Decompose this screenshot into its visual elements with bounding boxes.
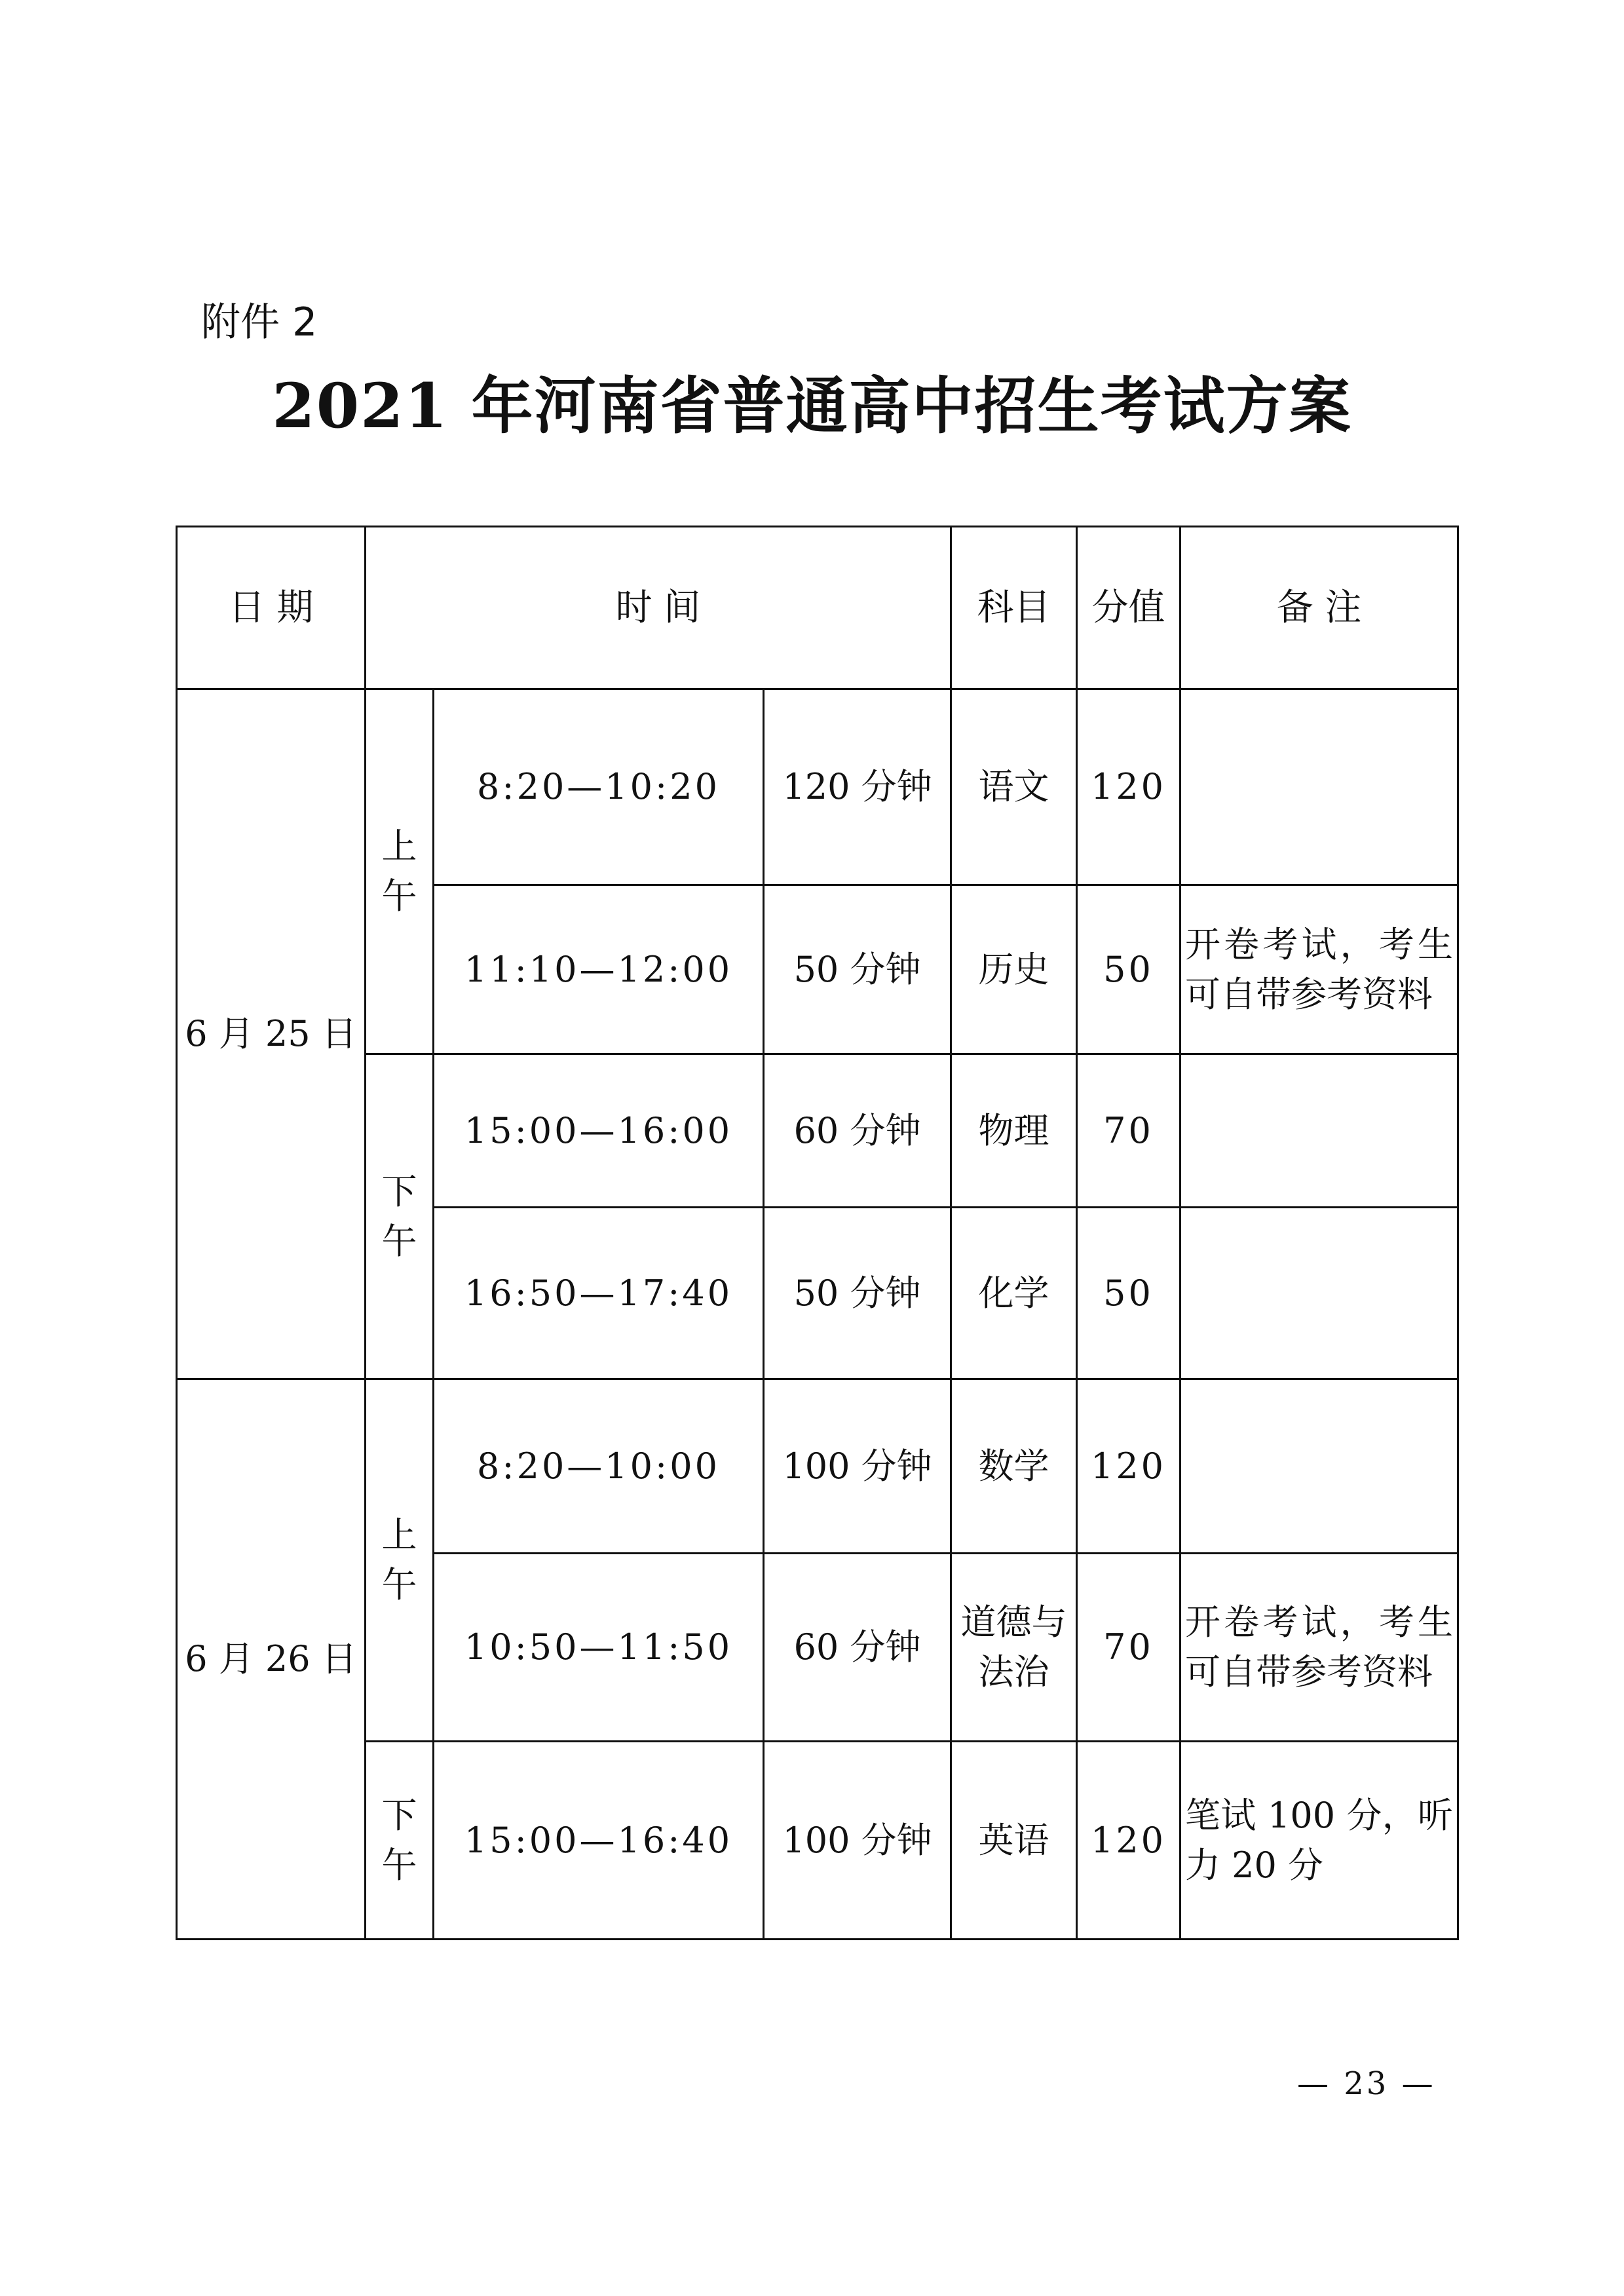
document-title: 2021 年河南省普通高中招生考试方案 [272,370,1352,442]
score-cell: 120 [1077,1742,1180,1940]
note-cell [1180,689,1458,885]
subject-text: 道德与法治 [960,1601,1067,1693]
table-row [177,1054,1458,1208]
note-text: 开卷考试，考生可自带参考资料 [1185,1601,1454,1693]
period-cell [366,689,434,1054]
score-cell: 50 [1077,1208,1180,1379]
date-cell: 6 月 25 日 [177,689,366,1379]
time-range-cell: 8:20—10:00 [434,1379,764,1554]
score-cell: 120 [1077,689,1180,885]
exam-schedule-table [176,526,1459,1940]
subject-cell: 英语 [951,1742,1077,1940]
note-cell [1180,1554,1458,1742]
subject-cell: 化学 [951,1208,1077,1379]
time-range-cell: 8:20—10:20 [434,689,764,885]
page-number: — 23 — [1297,2065,1436,2102]
note-text: 笔试 100 分，听力 20 分 [1185,1794,1454,1886]
subject-cell [951,1554,1077,1742]
score-cell: 70 [1077,1554,1180,1742]
duration-cell: 120 分钟 [764,689,951,885]
score-cell: 70 [1077,1054,1180,1208]
subject-cell: 语文 [951,689,1077,885]
note-cell [1180,1742,1458,1940]
period-cell [366,1742,434,1940]
attachment-label: 附件 2 [201,299,318,345]
note-cell [1180,885,1458,1054]
time-range-cell: 15:00—16:40 [434,1742,764,1940]
duration-cell: 50 分钟 [764,1208,951,1379]
duration-cell: 60 分钟 [764,1554,951,1742]
table-row [177,689,1458,885]
score-cell: 120 [1077,1379,1180,1554]
note-text: 开卷考试，考生可自带参考资料 [1185,923,1454,1015]
period-label: 下午 [381,1170,417,1262]
time-range-cell: 10:50—11:50 [434,1554,764,1742]
date-cell: 6 月 26 日 [177,1379,366,1940]
duration-cell: 100 分钟 [764,1742,951,1940]
header-row [177,527,1458,689]
note-cell [1180,1208,1458,1379]
duration-cell: 60 分钟 [764,1054,951,1208]
period-label: 上午 [381,826,417,917]
period-label: 上午 [381,1514,417,1605]
table-row [177,1742,1458,1940]
period-cell [366,1054,434,1379]
score-cell: 50 [1077,885,1180,1054]
duration-cell: 100 分钟 [764,1379,951,1554]
header-score: 分值 [1077,527,1180,689]
note-cell [1180,1379,1458,1554]
subject-cell: 历史 [951,885,1077,1054]
header-note: 备 注 [1180,527,1458,689]
duration-cell: 50 分钟 [764,885,951,1054]
note-cell [1180,1054,1458,1208]
period-cell [366,1379,434,1742]
time-range-cell: 16:50—17:40 [434,1208,764,1379]
header-time: 时 间 [366,527,951,689]
subject-cell: 物理 [951,1054,1077,1208]
period-label: 下午 [381,1794,417,1886]
subject-cell: 数学 [951,1379,1077,1554]
time-range-cell: 15:00—16:00 [434,1054,764,1208]
table-row [177,1379,1458,1554]
header-date: 日 期 [177,527,366,689]
time-range-cell: 11:10—12:00 [434,885,764,1054]
header-subject: 科目 [951,527,1077,689]
